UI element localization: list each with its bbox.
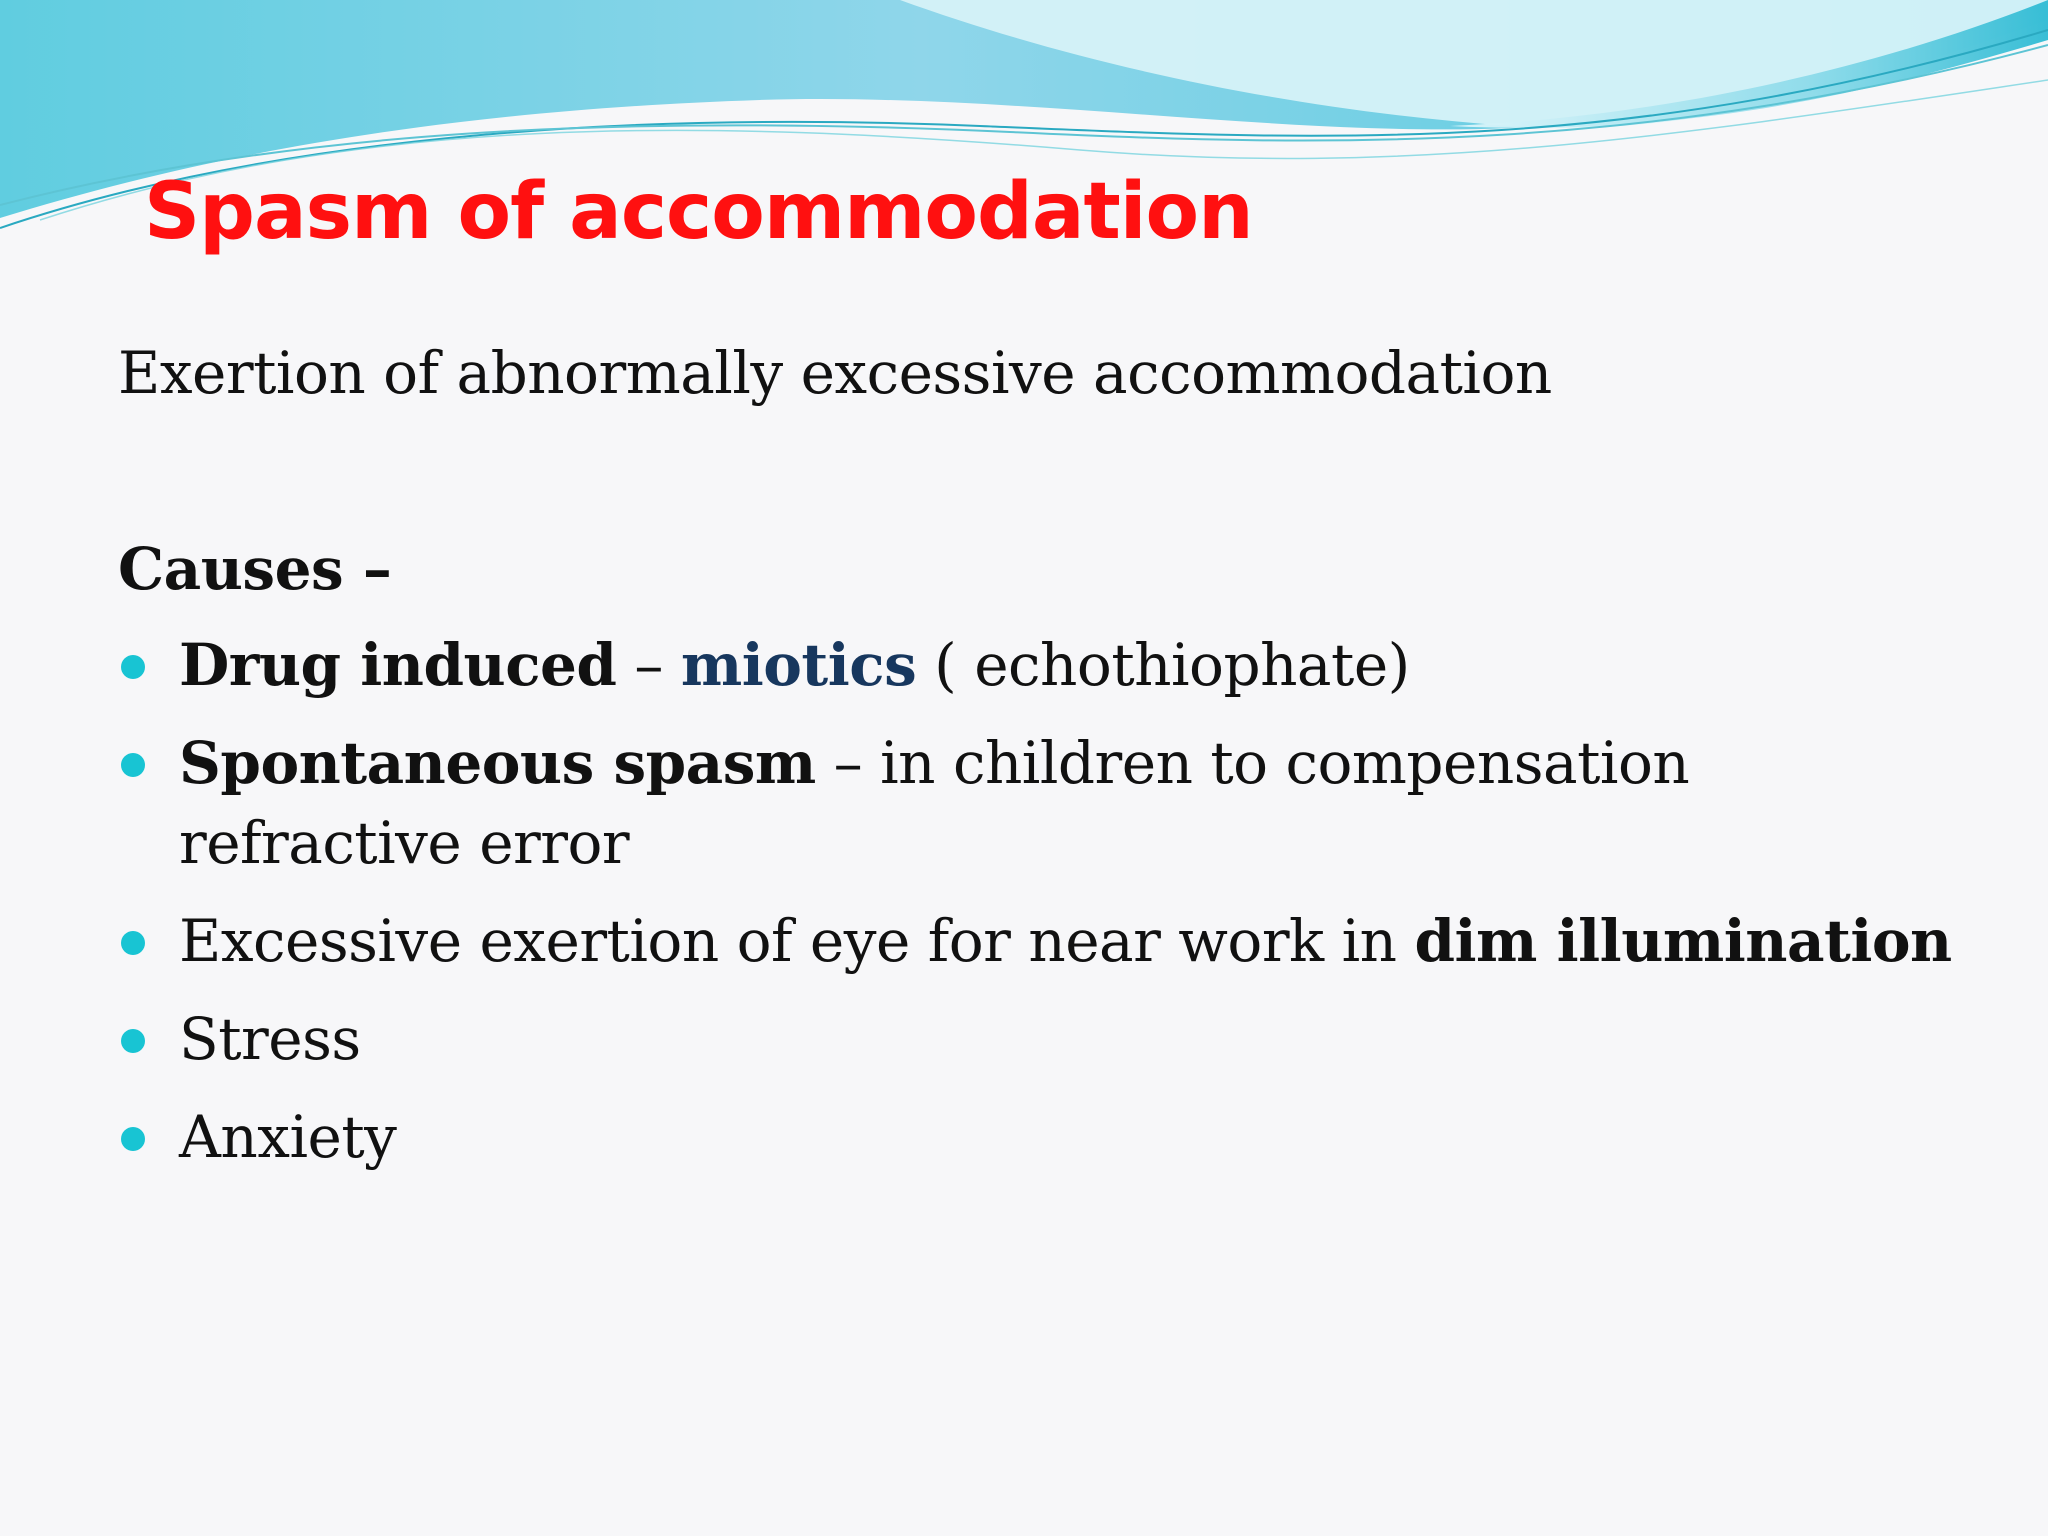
bullet-icon (121, 1127, 145, 1151)
drug-example: ( echothiophate) (916, 631, 1410, 699)
spontaneous-spasm-description-line-2: refractive error (179, 809, 630, 877)
list-item-spontaneous-spasm (118, 723, 2018, 883)
dim-illumination-term: dim illumination (1414, 907, 1952, 975)
bullet-icon (121, 931, 145, 955)
drug-induced-label: Drug induced (179, 631, 617, 699)
stress-text: Stress (179, 1005, 361, 1073)
list-item-stress (118, 999, 2018, 1079)
near-work-text: Excessive exertion of eye for near work in (179, 907, 1415, 975)
miotics-term: miotics (680, 631, 917, 699)
definition-text: Exertion of abnormally excessive accommodation (118, 339, 1552, 407)
bullet-icon (121, 1029, 145, 1053)
bullet-icon (121, 655, 145, 679)
causes-list (118, 625, 2018, 1195)
spontaneous-spasm-description-line-1: – in children to compensation (815, 729, 1690, 797)
causes-heading: Causes – (118, 535, 392, 603)
list-item-drug-induced (118, 625, 2018, 705)
list-item-anxiety (118, 1097, 2018, 1177)
spontaneous-spasm-label: Spontaneous spasm (179, 729, 816, 797)
slide-title: Spasm of accommodation (144, 167, 1253, 257)
list-item-dim-illumination (118, 901, 2018, 981)
drug-induced-separator: – (616, 631, 681, 699)
bullet-icon (121, 753, 145, 777)
anxiety-text: Anxiety (179, 1103, 397, 1171)
